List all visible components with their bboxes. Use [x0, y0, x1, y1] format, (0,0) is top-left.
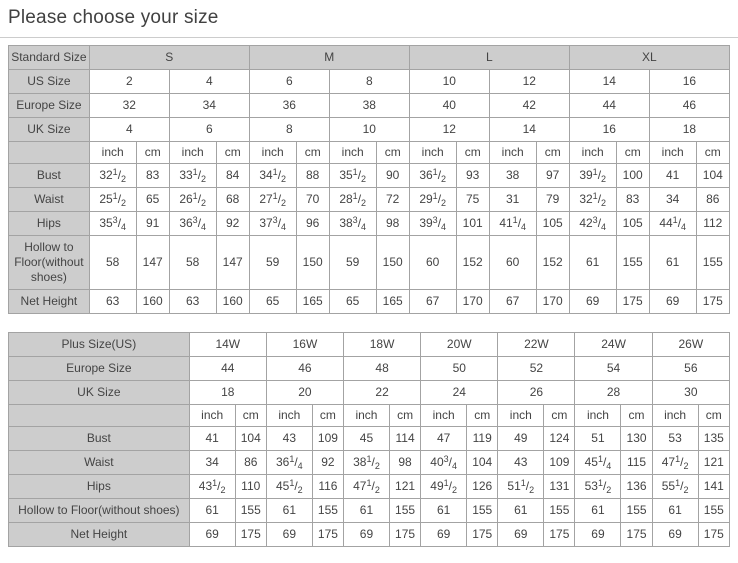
row-label: Europe Size	[9, 357, 190, 381]
measurement-value-cell: 51	[575, 427, 621, 451]
measurement-value-cell: 170	[456, 290, 489, 314]
size-value-cell: 44	[569, 94, 649, 118]
measurement-value-cell: $45^1/_2$	[266, 475, 312, 499]
size-group-cell: M	[249, 46, 409, 70]
measurement-value-cell: $47^1/_2$	[652, 451, 698, 475]
measurement-value-cell: 175	[389, 523, 420, 547]
measurement-value-cell: 104	[467, 451, 498, 475]
measurement-value-cell: 175	[696, 290, 729, 314]
measurement-value-cell: 63	[89, 290, 136, 314]
measurement-value-cell: 45	[344, 427, 390, 451]
measurement-value-cell: 68	[216, 188, 249, 212]
row-uk-size	[9, 118, 730, 142]
measurement-value-cell: 84	[216, 164, 249, 188]
measurement-value-cell: 65	[249, 290, 296, 314]
unit-cm-header: cm	[376, 142, 409, 164]
row-label: Net Height	[9, 290, 90, 314]
measurement-value-cell: 165	[296, 290, 329, 314]
row-label: Hollow to Floor(without shoes)	[9, 236, 90, 290]
row-label: Waist	[9, 451, 190, 475]
measurement-value-cell: 147	[136, 236, 169, 290]
row-label: Europe Size	[9, 94, 90, 118]
measurement-value-cell: 59	[329, 236, 376, 290]
measurement-value-cell: 116	[312, 475, 343, 499]
measurement-value-cell: 155	[389, 499, 420, 523]
measurement-value-cell: 175	[235, 523, 266, 547]
row-bust	[9, 427, 730, 451]
unit-inch-header: inch	[575, 405, 621, 427]
measurement-value-cell: 63	[169, 290, 216, 314]
measurement-value-cell: 69	[421, 523, 467, 547]
row-hollow-to-floor-without-shoes	[9, 236, 730, 290]
measurement-value-cell: 150	[296, 236, 329, 290]
unit-cm-header: cm	[296, 142, 329, 164]
row-label: Plus Size(US)	[9, 333, 190, 357]
measurement-value-cell: $39^3/_4$	[409, 212, 456, 236]
size-value-cell: 18	[649, 118, 729, 142]
measurement-value-cell: 43	[266, 427, 312, 451]
measurement-value-cell: 34	[649, 188, 696, 212]
unit-cm-header: cm	[616, 142, 649, 164]
measurement-value-cell: 53	[652, 427, 698, 451]
measurement-value-cell: 152	[456, 236, 489, 290]
measurement-value-cell: 61	[189, 499, 235, 523]
measurement-value-cell: 104	[696, 164, 729, 188]
measurement-value-cell: 70	[296, 188, 329, 212]
size-value-cell: 2	[89, 70, 169, 94]
row-waist	[9, 188, 730, 212]
measurement-value-cell: 69	[575, 523, 621, 547]
size-value-cell: 42	[489, 94, 569, 118]
measurement-value-cell: $37^3/_4$	[249, 212, 296, 236]
size-value-cell: 32	[89, 94, 169, 118]
measurement-value-cell: 41	[189, 427, 235, 451]
row-europe-size	[9, 94, 730, 118]
row-bust	[9, 164, 730, 188]
row-label: UK Size	[9, 381, 190, 405]
measurement-value-cell: 105	[536, 212, 569, 236]
row-label: Standard Size	[9, 46, 90, 70]
plus-size-table	[8, 332, 730, 547]
measurement-value-cell: $32^1/_2$	[89, 164, 136, 188]
measurement-value-cell: 61	[652, 499, 698, 523]
row-label: US Size	[9, 70, 90, 94]
measurement-value-cell: 92	[312, 451, 343, 475]
measurement-value-cell: 115	[621, 451, 652, 475]
measurement-value-cell: $32^1/_2$	[569, 188, 616, 212]
measurement-value-cell: $34^1/_2$	[249, 164, 296, 188]
row-uk-size	[9, 381, 730, 405]
row-label: Hips	[9, 475, 190, 499]
measurement-value-cell: 60	[409, 236, 456, 290]
size-value-cell: 20	[266, 381, 343, 405]
measurement-value-cell: 165	[376, 290, 409, 314]
measurement-value-cell: 72	[376, 188, 409, 212]
measurement-value-cell: 175	[616, 290, 649, 314]
row-label: Hips	[9, 212, 90, 236]
size-value-cell: 12	[409, 118, 489, 142]
measurement-value-cell: 131	[544, 475, 575, 499]
measurement-value-cell: 65	[136, 188, 169, 212]
measurement-value-cell: $55^1/_2$	[652, 475, 698, 499]
size-value-cell: 46	[649, 94, 729, 118]
measurement-value-cell: 69	[344, 523, 390, 547]
measurement-value-cell: 67	[489, 290, 536, 314]
measurement-value-cell: 69	[652, 523, 698, 547]
page-title: Please choose your size	[8, 7, 219, 28]
measurement-value-cell: $25^1/_2$	[89, 188, 136, 212]
row-hips	[9, 212, 730, 236]
measurement-value-cell: 79	[536, 188, 569, 212]
measurement-value-cell: 124	[544, 427, 575, 451]
measurement-value-cell: 155	[696, 236, 729, 290]
size-value-cell: 14	[569, 70, 649, 94]
measurement-value-cell: 119	[467, 427, 498, 451]
unit-inch-header: inch	[266, 405, 312, 427]
measurement-value-cell: 58	[169, 236, 216, 290]
row-standard-size	[9, 46, 730, 70]
size-value-cell: 14	[489, 118, 569, 142]
size-value-cell: 10	[329, 118, 409, 142]
unit-inch-header: inch	[409, 142, 456, 164]
measurement-value-cell: $36^3/_4$	[169, 212, 216, 236]
measurement-value-cell: 98	[376, 212, 409, 236]
size-value-cell: 40	[409, 94, 489, 118]
unit-cm-header: cm	[136, 142, 169, 164]
size-value-cell: 8	[329, 70, 409, 94]
measurement-value-cell: 92	[216, 212, 249, 236]
measurement-value-cell: $45^1/_4$	[575, 451, 621, 475]
measurement-value-cell: 121	[389, 475, 420, 499]
standard-size-table	[8, 45, 730, 314]
measurement-value-cell: 98	[389, 451, 420, 475]
measurement-value-cell: 60	[489, 236, 536, 290]
size-value-cell: 28	[575, 381, 652, 405]
row-hollow-to-floor-without-shoes	[9, 499, 730, 523]
measurement-value-cell: 93	[456, 164, 489, 188]
size-group-cell: 20W	[421, 333, 498, 357]
unit-inch-header: inch	[189, 405, 235, 427]
measurement-value-cell: $38^1/_2$	[344, 451, 390, 475]
unit-inch-header: inch	[169, 142, 216, 164]
measurement-value-cell: $42^3/_4$	[569, 212, 616, 236]
measurement-value-cell: 83	[616, 188, 649, 212]
row-hips	[9, 475, 730, 499]
measurement-value-cell: 126	[467, 475, 498, 499]
measurement-value-cell: 109	[544, 451, 575, 475]
measurement-value-cell: 91	[136, 212, 169, 236]
measurement-value-cell: $33^1/_2$	[169, 164, 216, 188]
size-group-cell: L	[409, 46, 569, 70]
measurement-value-cell: 155	[621, 499, 652, 523]
measurement-value-cell: 114	[389, 427, 420, 451]
measurement-value-cell: 58	[89, 236, 136, 290]
size-value-cell: 4	[169, 70, 249, 94]
measurement-value-cell: 49	[498, 427, 544, 451]
unit-inch-header: inch	[89, 142, 136, 164]
size-value-cell: 22	[344, 381, 421, 405]
measurement-value-cell: 69	[266, 523, 312, 547]
size-value-cell: 56	[652, 357, 729, 381]
measurement-value-cell: 121	[698, 451, 729, 475]
row-units	[9, 405, 730, 427]
unit-cm-header: cm	[544, 405, 575, 427]
size-value-cell: 30	[652, 381, 729, 405]
unit-cm-header: cm	[235, 405, 266, 427]
row-label: Bust	[9, 427, 190, 451]
size-charts	[0, 38, 738, 552]
measurement-value-cell: 135	[698, 427, 729, 451]
size-value-cell: 48	[344, 357, 421, 381]
measurement-value-cell: 61	[649, 236, 696, 290]
row-waist	[9, 451, 730, 475]
measurement-value-cell: $35^1/_2$	[329, 164, 376, 188]
row-label: UK Size	[9, 118, 90, 142]
size-value-cell: 6	[249, 70, 329, 94]
measurement-value-cell: 61	[575, 499, 621, 523]
measurement-value-cell: 152	[536, 236, 569, 290]
measurement-value-cell: 155	[467, 499, 498, 523]
measurement-value-cell: 175	[312, 523, 343, 547]
size-value-cell: 46	[266, 357, 343, 381]
unit-cm-header: cm	[467, 405, 498, 427]
row-net-height	[9, 523, 730, 547]
size-group-cell: 16W	[266, 333, 343, 357]
row-net-height	[9, 290, 730, 314]
measurement-value-cell: 61	[421, 499, 467, 523]
measurement-value-cell: 65	[329, 290, 376, 314]
measurement-value-cell: 160	[216, 290, 249, 314]
row-label: Net Height	[9, 523, 190, 547]
size-value-cell: 36	[249, 94, 329, 118]
measurement-value-cell: 69	[569, 290, 616, 314]
size-group-cell: 22W	[498, 333, 575, 357]
unit-row-label	[9, 405, 190, 427]
size-value-cell: 38	[329, 94, 409, 118]
unit-row-label	[9, 142, 90, 164]
unit-inch-header: inch	[569, 142, 616, 164]
measurement-value-cell: 61	[344, 499, 390, 523]
measurement-value-cell: 38	[489, 164, 536, 188]
measurement-value-cell: 155	[544, 499, 575, 523]
unit-inch-header: inch	[344, 405, 390, 427]
measurement-value-cell: 150	[376, 236, 409, 290]
measurement-value-cell: $38^3/_4$	[329, 212, 376, 236]
measurement-value-cell: 109	[312, 427, 343, 451]
measurement-value-cell: 59	[249, 236, 296, 290]
measurement-value-cell: $36^1/_4$	[266, 451, 312, 475]
measurement-value-cell: 105	[616, 212, 649, 236]
measurement-value-cell: 101	[456, 212, 489, 236]
unit-cm-header: cm	[696, 142, 729, 164]
row-units	[9, 142, 730, 164]
measurement-value-cell: 34	[189, 451, 235, 475]
unit-cm-header: cm	[312, 405, 343, 427]
unit-cm-header: cm	[456, 142, 489, 164]
measurement-value-cell: 86	[696, 188, 729, 212]
measurement-value-cell: 100	[616, 164, 649, 188]
unit-cm-header: cm	[216, 142, 249, 164]
measurement-value-cell: $49^1/_2$	[421, 475, 467, 499]
measurement-value-cell: 155	[616, 236, 649, 290]
measurement-value-cell: $44^1/_4$	[649, 212, 696, 236]
row-label: Bust	[9, 164, 90, 188]
measurement-value-cell: $43^1/_2$	[189, 475, 235, 499]
measurement-value-cell: $40^3/_4$	[421, 451, 467, 475]
unit-inch-header: inch	[421, 405, 467, 427]
unit-inch-header: inch	[329, 142, 376, 164]
measurement-value-cell: 31	[489, 188, 536, 212]
measurement-value-cell: 75	[456, 188, 489, 212]
measurement-value-cell: $53^1/_2$	[575, 475, 621, 499]
size-value-cell: 52	[498, 357, 575, 381]
measurement-value-cell: 141	[698, 475, 729, 499]
row-europe-size	[9, 357, 730, 381]
size-group-cell: 14W	[189, 333, 266, 357]
measurement-value-cell: $36^1/_2$	[409, 164, 456, 188]
row-label: Hollow to Floor(without shoes)	[9, 499, 190, 523]
measurement-value-cell: 88	[296, 164, 329, 188]
measurement-value-cell: $41^1/_4$	[489, 212, 536, 236]
size-value-cell: 16	[649, 70, 729, 94]
size-value-cell: 34	[169, 94, 249, 118]
measurement-value-cell: 43	[498, 451, 544, 475]
unit-inch-header: inch	[649, 142, 696, 164]
measurement-value-cell: 86	[235, 451, 266, 475]
size-value-cell: 50	[421, 357, 498, 381]
measurement-value-cell: 175	[544, 523, 575, 547]
measurement-value-cell: 130	[621, 427, 652, 451]
measurement-value-cell: 104	[235, 427, 266, 451]
measurement-value-cell: 175	[621, 523, 652, 547]
size-group-cell: 18W	[344, 333, 421, 357]
unit-cm-header: cm	[536, 142, 569, 164]
measurement-value-cell: 90	[376, 164, 409, 188]
measurement-value-cell: $35^3/_4$	[89, 212, 136, 236]
measurement-value-cell: 69	[189, 523, 235, 547]
unit-cm-header: cm	[389, 405, 420, 427]
measurement-value-cell: 160	[136, 290, 169, 314]
size-value-cell: 26	[498, 381, 575, 405]
size-value-cell: 8	[249, 118, 329, 142]
measurement-value-cell: $27^1/_2$	[249, 188, 296, 212]
unit-inch-header: inch	[249, 142, 296, 164]
measurement-value-cell: $29^1/_2$	[409, 188, 456, 212]
measurement-value-cell: 61	[266, 499, 312, 523]
measurement-value-cell: 110	[235, 475, 266, 499]
measurement-value-cell: 155	[698, 499, 729, 523]
measurement-value-cell: 147	[216, 236, 249, 290]
measurement-value-cell: 69	[649, 290, 696, 314]
measurement-value-cell: $28^1/_2$	[329, 188, 376, 212]
size-group-cell: S	[89, 46, 249, 70]
measurement-value-cell: 61	[498, 499, 544, 523]
measurement-value-cell: 61	[569, 236, 616, 290]
size-group-cell: 26W	[652, 333, 729, 357]
unit-inch-header: inch	[652, 405, 698, 427]
measurement-value-cell: 175	[467, 523, 498, 547]
size-group-cell: 24W	[575, 333, 652, 357]
measurement-value-cell: 96	[296, 212, 329, 236]
size-value-cell: 12	[489, 70, 569, 94]
measurement-value-cell: $51^1/_2$	[498, 475, 544, 499]
measurement-value-cell: 155	[312, 499, 343, 523]
size-value-cell: 10	[409, 70, 489, 94]
measurement-value-cell: 112	[696, 212, 729, 236]
unit-cm-header: cm	[621, 405, 652, 427]
measurement-value-cell: $39^1/_2$	[569, 164, 616, 188]
row-plus-size-us	[9, 333, 730, 357]
unit-cm-header: cm	[698, 405, 729, 427]
measurement-value-cell: 170	[536, 290, 569, 314]
measurement-value-cell: $26^1/_2$	[169, 188, 216, 212]
size-value-cell: 24	[421, 381, 498, 405]
measurement-value-cell: 67	[409, 290, 456, 314]
size-value-cell: 6	[169, 118, 249, 142]
measurement-value-cell: 136	[621, 475, 652, 499]
size-value-cell: 16	[569, 118, 649, 142]
size-value-cell: 4	[89, 118, 169, 142]
measurement-value-cell: 97	[536, 164, 569, 188]
measurement-value-cell: 155	[235, 499, 266, 523]
unit-inch-header: inch	[498, 405, 544, 427]
measurement-value-cell: 83	[136, 164, 169, 188]
row-label: Waist	[9, 188, 90, 212]
size-value-cell: 44	[189, 357, 266, 381]
measurement-value-cell: 47	[421, 427, 467, 451]
size-value-cell: 54	[575, 357, 652, 381]
measurement-value-cell: 69	[498, 523, 544, 547]
size-value-cell: 18	[189, 381, 266, 405]
unit-inch-header: inch	[489, 142, 536, 164]
measurement-value-cell: 175	[698, 523, 729, 547]
measurement-value-cell: $47^1/_2$	[344, 475, 390, 499]
size-group-cell: XL	[569, 46, 729, 70]
measurement-value-cell: 41	[649, 164, 696, 188]
row-us-size	[9, 70, 730, 94]
